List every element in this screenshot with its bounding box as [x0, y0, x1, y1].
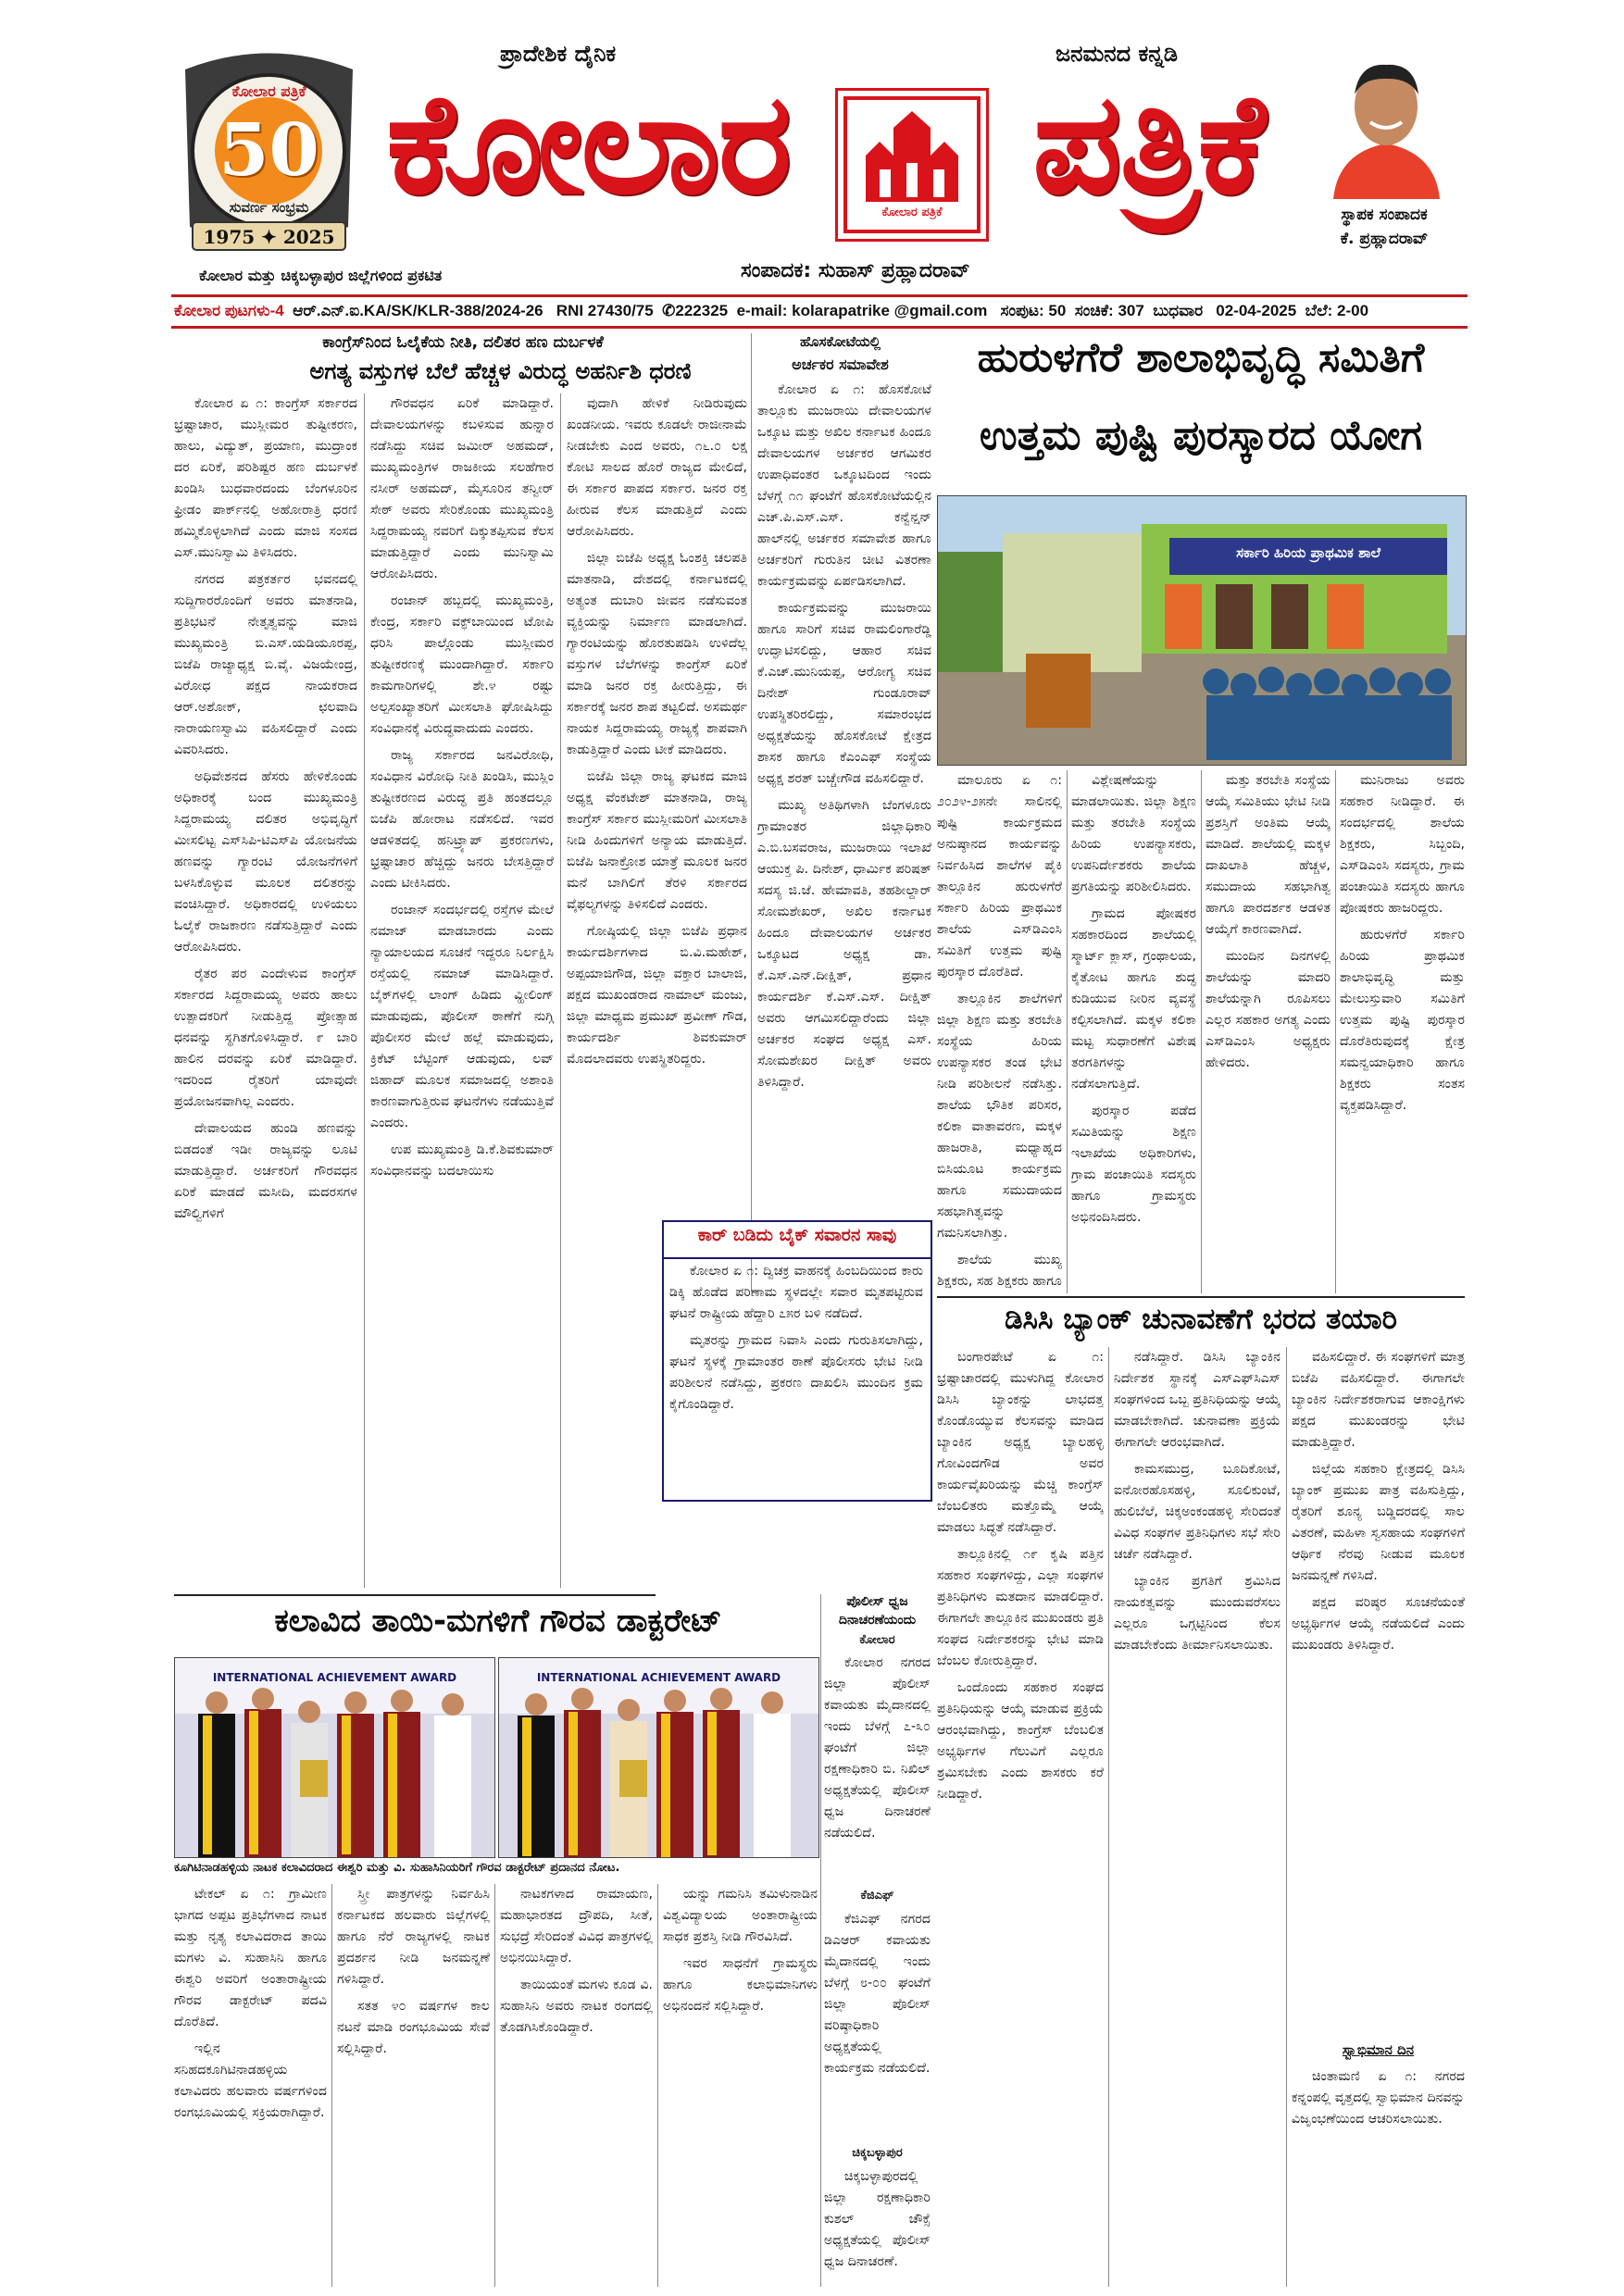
school-group-photo [937, 495, 1467, 766]
emblem-label: ಕೋಲಾರ ಪತ್ರಿಕೆ [881, 206, 943, 219]
school-story-col-1 [937, 770, 1062, 1293]
hosakote-kicker-top: ಹೊಸಕೋಟೆಯಲ್ಲಿ [799, 333, 881, 350]
paragraph: ವಿಶ್ಲೇಷಣೆಯನ್ನು ಮಾಡಲಾಯಿತು. ಜಿಲ್ಲಾ ಶಿಕ್ಷಣ ಮತ್ತು ತರಬೇತಿ ಸಂಸ್ಥೆಯ ಹಿರಿಯ ಉಪನ್ಯಾಸಕರು, ಉಪನಿರ್ದೇಶಕರು ಶಾಲೆಯ ಪ್ರಗತಿಯನ್ನು ಪರಿಶೀಲಿಸಿದರು. [1071, 773, 1196, 894]
badge-years: 1975 ✦ 2025 [203, 226, 335, 248]
weekday: ಬುಧವಾರ [1153, 302, 1204, 319]
police-sub-chikkaballapur: ಚಿಕ್ಕಬಳ್ಳಾಪುರ [852, 2146, 903, 2160]
founder-label: ಸ್ಥಾಪಕ ಸಂಪಾದಕ [1341, 206, 1428, 224]
paragraph: ಹುರುಳಗೆರೆ ಸರ್ಕಾರಿ ಹಿರಿಯ ಪ್ರಾಥಮಿಕ ಶಾಲಾಭಿವೃದ್ಧಿ ಮತ್ತು ಮೇಲುಸ್ತುವಾರಿ ಸಮಿತಿಗೆ ಉತ್ತಮ ಪುಷ್ಟಿ ಪುರಸ್ಕಾರ ದೊರೆತಿರುವುದಕ್ಕೆ ಕ್ಷೇತ್ರ ಸಮನ್ವಯಾಧಿಕಾರಿ ಹಾಗೂ ಶಿಕ್ಷಕರು ಸಂತಸ ವ್ಯಕ್ತಪಡಿಸಿದ್ದಾರೆ. [1340, 928, 1465, 1113]
paragraph: ಕೋಲಾರ ಏ ೧: ಕಾಂಗ್ರೆಸ್ ಸರ್ಕಾರದ ಭ್ರಷ್ಟಾಚಾರ, ಮುಸ್ಲೀಮರ ತುಷ್ಟೀಕರಣ, ಹಾಲು, ವಿದ್ಯುತ್, ಪ್ರಯಾಣ, ಮುದ್ರಾಂಕ ದರ ಏರಿಕೆ, ಪರಿಶಿಷ್ಟರ ಹಣ ದುರ್ಬಳಕೆ ಖಂಡಿಸಿ ಬುಧವಾರದಂದು ಬೆಂಗಳೂರಿನ ಫ್ರೀಡಂ ಪಾರ್ಕ್‌ನಲ್ಲಿ ಅಹೋರಾತ್ರಿ ಧರಣಿ ಹಮ್ಮಿಕೊಳ್ಳಲಾಗಿದೆ ಎಂದು ಮಾಜಿ ಸಂಸದ ಎಸ್.ಮುನಿಸ್ವಾಮಿ ತಿಳಿಸಿದರು. [174, 396, 357, 560]
school-headline-line-2: ಉತ್ತಮ ಪುಷ್ಟಿ ಪುರಸ್ಕಾರದ ಯೋಗ [979, 412, 1423, 459]
paragraph: ಇಲ್ಲಿನ ಸನಿಹದಕೂಗಿಟಿನಾಡಹಳ್ಳಿಯ ಕಲಾವಿದರು ಹಲವಾರು ವರ್ಷಗಳಿಂದ ರಂಗಭೂಮಿಯಲ್ಲಿ ಸಕ್ರಿಯರಾಗಿದ್ದಾರೆ. [174, 2041, 327, 2120]
paragraph: ಗೋಷ್ಠಿಯಲ್ಲಿ ಜಿಲ್ಲಾ ಬಿಜೆಪಿ ಪ್ರಧಾನ ಕಾರ್ಯದರ್ಶಿಗಳಾದ ಬಿ.ವಿ.ಮಹೇಶ್, ಅಪ್ಪಯಾಜಿಗೌಡ, ಜಿಲ್ಲಾ ವಕ್ತಾರ ಬಾಲಾಜಿ, ಪಕ್ಷದ ಮುಖಂಡರಾದ ನಾಮಾಲ್ ಮಂಜು, ಜಿಲ್ಲಾ ಮಾಧ್ಯಮ ಪ್ರಮುಖ್ ಪ್ರವೀಣ್ ಗೌಡ, ಕಾರ್ಯದರ್ಶಿ ಶಿವಕುಮಾರ್ ಮೊದಲಾದವರು ಉಪಸ್ಥಿತರಿದ್ದರು. [567, 924, 747, 1067]
registration-no: ಆರ್.ಎನ್.ಐ.KA/SK/KLR-388/2024-26 [293, 302, 543, 319]
edition-pages: ಕೋಲಾರ ಪುಟಗಳು-4 [174, 302, 284, 319]
paragraph: ಉಪ ಮುಖ್ಯಮಂತ್ರಿ ಡಿ.ಕೆ.ಶಿವಕುಮಾರ್ ಸಂವಿಧಾನವನ್ನು ಬದಲಾಯಿಸು [370, 1142, 554, 1179]
paragraph: ಮೃತರನ್ನು ಗ್ರಾಮದ ನಿವಾಸಿ ಎಂದು ಗುರುತಿಸಲಾಗಿದ್ದು, ಘಟನೆ ಸ್ಥಳಕ್ಕೆ ಗ್ರಾಮಾಂತರ ಠಾಣೆ ಪೊಲೀಸರು ಭೇಟಿ ನೀಡಿ ಪರಿಶೀಲನೆ ನಡೆಸಿದ್ದು, ಪ್ರಕರಣ ದಾಖಲಿಸಿ ಮುಂದಿನ ಕ್ರಮ ಕೈಗೊಂಡಿದ್ದಾರೆ. [669, 1333, 923, 1412]
congress-story-col-2 [370, 393, 554, 1588]
email: e-mail: kolarapatrike @gmail.com [736, 302, 988, 319]
congress-story-kicker: ಕಾಂಗ್ರೆಸ್‌ನಿಂದ ಓಲೈಕೆಯ ನೀತಿ, ದಲಿತರ ಹಣ ದುರ್ಬಳಕೆ [322, 333, 604, 352]
paragraph: ಸ್ತ್ರೀ ಪಾತ್ರಗಳನ್ನು ನಿರ್ವಹಿಸಿ ಕರ್ನಾಟಕದ ಹಲವಾರು ಜಿಲ್ಲೆಗಳಲ್ಲಿ ಹಾಗೂ ನೆರೆ ರಾಜ್ಯಗಳಲ್ಲಿ ನಾಟಕ ಪ್ರದರ್ಶನ ನೀಡಿ ಜನಮನ್ನಣೆ ಗಳಿಸಿದ್ದಾರೆ. [337, 1887, 490, 1987]
rni-no: RNI 27430/75 [556, 302, 654, 319]
column-divider [1201, 770, 1202, 1293]
price: ಬೆಲೆ: 2-00 [1305, 302, 1369, 319]
paragraph: ಟೇಕಲ್ ಏ ೧: ಗ್ರಾಮೀಣ ಭಾಗದ ಅಪ್ಪಟ ಪ್ರತಿಭೆಗಳಾದ ನಾಟಕ ಮತ್ತು ನೃತ್ಯ ಕಲಾವಿದರಾದ ತಾಯಿ ಮಗಳು ವಿ. ಸುಹಾಸಿನಿ ಹಾಗೂ ಈಶ್ವರಿ ಅವರಿಗೆ ಅಂತಾರಾಷ್ಟ್ರೀಯ ಗೌರವ ಡಾಕ್ಟರೇಟ್ ಪದವಿ ದೊರೆತಿದೆ. [174, 1887, 327, 2029]
award-photo-1 [174, 1657, 495, 1858]
founder-name: ಕೆ. ಪ್ರಹ್ಲಾದರಾವ್ [1340, 230, 1429, 248]
paragraph: ತಾಯಿಯಂತೆ ಮಗಳು ಕೂಡ ವಿ. ಸುಹಾಸಿನಿ ಅವರು ನಾಟಕ ರಂಗದಲ್ಲಿ ತೊಡಗಿಸಿಕೊಂಡಿದ್ದಾರೆ. [500, 1978, 653, 2035]
paragraph: ಬಿಜೆಪಿ ಜಿಲ್ಲಾ ರಾಜ್ಯ ಘಟಕದ ಮಾಜಿ ಅಧ್ಯಕ್ಷ ವೆಂಕಟೇಶ್ ಮಾತನಾಡಿ, ರಾಜ್ಯ ಕಾಂಗ್ರೆಸ್ ಸರ್ಕಾರ ಮುಸ್ಲೀಮರಿಗೆ ಮೀಸಲಾತಿ ನೀಡಿ ಹಿಂದುಗಳಿಗೆ ಅನ್ಯಾಯ ಮಾಡುತ್ತಿದೆ. ಬಿಜೆಪಿ ಜನಾಕ್ರೋಶ ಯಾತ್ರೆ ಮೂಲಕ ಜನರ ಮನೆ ಬಾಗಿಲಿಗೆ ತೆರಳಿ ಸರ್ಕಾರದ ವೈಫಲ್ಯಗಳನ್ನು ತಿಳಿಸಲಿದೆ ಎಂದರು. [567, 769, 747, 912]
accident-story-body [669, 1261, 923, 1494]
badge-top-text: ಕೋಲಾರ ಪತ್ರಿಕೆ [231, 82, 306, 100]
column-divider [1286, 1347, 1287, 2287]
masthead-emblem [835, 88, 989, 242]
paragraph: ಮುಖ್ಯ ಅತಿಥಿಗಳಾಗಿ ಬೆಂಗಳೂರು ಗ್ರಾಮಾಂತರ ಜಿಲ್ಲಾಧಿಕಾರಿ ಎ.ಬಿ.ಬಸವರಾಜ, ಮುಜರಾಯಿ ಇಲಾಖೆ ಆಯುಕ್ತ ಪಿ. ದಿನೇಶ್, ಧಾರ್ಮಿಕ ಪರಿಷತ್ ಸದಸ್ಯ ಜಿ.ಜೆ. ಹೇಮಾವತಿ, ತಹಶೀಲ್ದಾರ್ ಸೋಮಶೇಖರ್, ಅಖಿಲ ಕರ್ನಾಟಕ ಹಿಂದೂ ದೇವಾಲಯಗಳ ಅರ್ಚಕರ ಒಕ್ಕೂಟದ ಅಧ್ಯಕ್ಷ ಡಾ. ಕೆ.ಎಸ್.ಎನ್.ದೀಕ್ಷಿತ್, ಪ್ರಧಾನ ಕಾರ್ಯದರ್ಶಿ ಕೆ.ಎಸ್.ಎಸ್. ದೀಕ್ಷಿತ್ ಅವರು ಆಗಮಿಸಲಿದ್ದಾರೆಂದು ಜಿಲ್ಲಾ ಅರ್ಚಕರ ಸಂಘದ ಅಧ್ಯಕ್ಷ ಎಸ್. ಸೋಮಶೇಖರ ದೀಕ್ಷಿತ್ ಅವರು ತಿಳಿಸಿದ್ದಾರೆ. [757, 798, 931, 1090]
police-kicker: ದಿನಾಚರಣೆಯಂದು [838, 1613, 917, 1628]
paragraph: ಪಕ್ಷದ ವರಿಷ್ಠರ ಸೂಚನೆಯಂತೆ ಅಭ್ಯರ್ಥಿಗಳ ಆಯ್ಕೆ ನಡೆಯಲಿದೆ ಎಂದು ಮುಖಂಡರು ತಿಳಿಸಿದ್ದಾರೆ. [1292, 1595, 1465, 1653]
column-divider [1108, 1347, 1109, 2287]
phone-no: ✆222325 [662, 302, 729, 319]
award-ceremony-photo-icon [499, 1658, 818, 1857]
paragraph: ಚಿಂತಾಮಣಿ ಏ ೧: ನಗರದ ಕನ್ನಂಪಲ್ಲಿ ವೃತ್ತದಲ್ಲಿ ಸ್ವಾಭಿಮಾನ ದಿನವನ್ನು ವಿಜೃಂಭಣೆಯಿಂದ ಆಚರಿಸಲಾಯಿತು. [1292, 2069, 1465, 2127]
paragraph: ಮತ್ತು ತರಬೇತಿ ಸಂಸ್ಥೆಯ ಆಯ್ಕೆ ಸಮಿತಿಯು ಭೇಟಿ ನೀಡಿ ಪ್ರಶಸ್ತಿಗೆ ಅಂತಿಮ ಆಯ್ಕೆ ಮಾಡಿದೆ. ಶಾಲೆಯಲ್ಲಿ ಮಕ್ಕಳ ದಾಖಲಾತಿ ಹೆಚ್ಚಳ, ಸಮುದಾಯ ಸಹಭಾಗಿತ್ವ ಹಾಗೂ ಪಾರದರ್ಶಕ ಆಡಳಿತ ಆಯ್ಕೆಗೆ ಕಾರಣವಾಗಿದೆ. [1206, 773, 1330, 937]
paragraph: ಒಂದೊಂದು ಸಹಕಾರ ಸಂಘದ ಪ್ರತಿನಿಧಿಯನ್ನು ಆಯ್ಕೆ ಮಾಡುವ ಪ್ರಕ್ರಿಯೆ ಆರಂಭವಾಗಿದ್ದು, ಕಾಂಗ್ರೆಸ್ ಬೆಂಬಲಿತ ಅಭ್ಯರ್ಥಿಗಳ ಗೆಲುವಿಗೆ ಎಲ್ಲರೂ ಶ್ರಮಿಸಬೇಕು ಎಂದು ಶಾಸಕರು ಕರೆ ನೀಡಿದ್ದಾರೆ. [937, 1680, 1104, 1802]
dcc-story-col-3 [1292, 1347, 1465, 2032]
paragraph: ಕೆಜಿಎಫ್ ನಗರದ ಡಿಎಆರ್ ಕವಾಯತು ಮೈದಾನದಲ್ಲಿ ಇಂದು ಬೆಳಗ್ಗೆ ೮-೦೦ ಘಂಟೆಗೆ ಜಿಲ್ಲಾ ಪೊಲೀಸ್ ವರಿಷ್ಠಾಧಿಕಾರಿ ಅಧ್ಯಕ್ಷತೆಯಲ್ಲಿ ಕಾರ್ಯಕ್ರಮ ನಡೆಯಲಿದೆ. [824, 1912, 931, 2076]
award-photo-2 [498, 1657, 819, 1858]
issue-no: ಸಂಚಿಕೆ: 307 [1074, 302, 1144, 319]
paragraph: ಮುಂದಿನ ದಿನಗಳಲ್ಲಿ ಶಾಲೆಯನ್ನು ಮಾದರಿ ಶಾಲೆಯನ್ನಾಗಿ ರೂಪಿಸಲು ಎಲ್ಲರ ಸಹಕಾರ ಅಗತ್ಯ ಎಂದು ಎಸ್‌ಡಿಎಂಸಿ ಅಧ್ಯಕ್ಷರು ಹೇಳಿದರು. [1206, 949, 1330, 1070]
police-kicker-top: ಪೊಲೀಸ್ ಧ್ವಜ [846, 1594, 908, 1609]
award-story-col-3 [500, 1884, 653, 2287]
column-divider [1335, 770, 1336, 1293]
award-photo-caption: ಕೂಗಿಟಿನಾಡಹಳ್ಳಿಯ ನಾಟಕ ಕಲಾವಿದರಾದ ಈಶ್ವರಿ ಮತ್ತು ವಿ. ಸುಹಾಸಿನಿಯರಿಗೆ ಗೌರವ ಡಾಕ್ಟರೇಟ್ ಪ್ರದಾನದ ನೋಟ. [174, 1861, 620, 1875]
police-sub-kolar: ಕೋಲಾರ [859, 1633, 895, 1647]
school-banner-text: ಸರ್ಕಾರಿ ಹಿರಿಯ ಪ್ರಾಥಮಿಕ ಶಾಲೆ [1236, 544, 1380, 561]
swabhimana-body [1292, 2066, 1465, 2287]
paragraph: ಗ್ರಾಮದ ಪೋಷಕರ ಸಹಕಾರದಿಂದ ಶಾಲೆಯಲ್ಲಿ ಸ್ಮಾರ್ಟ್ ಕ್ಲಾಸ್, ಗ್ರಂಥಾಲಯ, ಕೈತೋಟ ಹಾಗೂ ಶುದ್ಧ ಕುಡಿಯುವ ನೀರಿನ ವ್ಯವಸ್ಥೆ ಕಲ್ಪಿಸಲಾಗಿದೆ. ಮಕ್ಕಳ ಕಲಿಕಾ ಮಟ್ಟ ಸುಧಾರಣೆಗೆ ವಿಶೇಷ ತರಗತಿಗಳನ್ನು ನಡೆಸಲಾಗುತ್ತಿದೆ. [1071, 906, 1196, 1092]
badge-bottom-text: ಸುವರ್ಣ ಸಂಭ್ರಮ [229, 199, 309, 216]
award-banner-text-2: INTERNATIONAL ACHIEVEMENT AWARD [536, 1671, 781, 1684]
paragraph: ಕೋಲಾರ ನಗರದ ಜಿಲ್ಲಾ ಪೊಲೀಸ್ ಕವಾಯತು ಮೈದಾನದಲ್ಲಿ ಇಂದು ಬೆಳಗ್ಗೆ ೭-೩೦ ಘಂಟೆಗೆ ಜಿಲ್ಲಾ ರಕ್ಷಣಾಧಿಕಾರಿ ಬಿ. ನಿಖಿಲ್ ಅಧ್ಯಕ್ಷತೆಯಲ್ಲಿ ಪೊಲೀಸ್ ಧ್ವಜ ದಿನಾಚರಣೆ ನಡೆಯಲಿದೆ. [824, 1655, 931, 1841]
dcc-story-col-1 [937, 1347, 1104, 2287]
school-story-col-4 [1340, 770, 1465, 1293]
accident-story-box [662, 1220, 932, 1502]
award-story-col-4 [663, 1884, 818, 2287]
issue-infobar [174, 302, 1466, 324]
paragraph: ಶಾಲೆಯ ಮುಖ್ಯ ಶಿಕ್ಷಕರು, ಸಹ ಶಿಕ್ಷಕರು ಹಾಗೂ [937, 1253, 1062, 1289]
volume: ಸಂಪುಟ: 50 [1000, 302, 1067, 319]
section-rule [174, 1594, 656, 1596]
paragraph: ಇವರ ಸಾಧನೆಗೆ ಗ್ರಾಮಸ್ಥರು ಹಾಗೂ ಕಲಾಭಿಮಾನಿಗಳು ಅಭಿನಂದನೆ ಸಲ್ಲಿಸಿದ್ದಾರೆ. [663, 1956, 818, 2014]
infobar-top-rule [171, 294, 1468, 297]
paragraph: ನಗರದ ಪತ್ರಕರ್ತರ ಭವನದಲ್ಲಿ ಸುದ್ದಿಗಾರರೊಂದಿಗೆ ಅವರು ಮಾತನಾಡಿ, ಪ್ರತಿಭಟನೆ ನೇತೃತ್ವವನ್ನು ಮಾಜಿ ಮುಖ್ಯಮಂತ್ರಿ ಬಿ.ಎಸ್.ಯಡಿಯೂರಪ್ಪ, ಬಿಜೆಪಿ ರಾಜ್ಯಾಧ್ಯಕ್ಷ ಬಿ.ವೈ. ವಿಜಯೇಂದ್ರ, ವಿರೋಧ ಪಕ್ಷದ ನಾಯಕರಾದ ಆರ್.ಅಶೋಕ್, ಛಲವಾದಿ ನಾರಾಯಣಸ್ವಾಮಿ ವಹಿಸಲಿದ್ದಾರೆ ಎಂದು ವಿವರಿಸಿದರು. [174, 572, 357, 757]
editor-line: ಸಂಪಾದಕ: ಸುಹಾಸ್ ಪ್ರಹ್ಲಾದರಾವ್ [741, 259, 970, 282]
founder-portrait [1324, 46, 1449, 199]
infobar-bottom-rule [171, 326, 1468, 329]
congress-story-headline: ಅಗತ್ಯ ವಸ್ತುಗಳ ಬೆಲೆ ಹೆಚ್ಚಳ ವಿರುದ್ಧ ಅಹರ್ನಿಶಿ ಧರಣಿ [309, 358, 692, 384]
column-divider [657, 1884, 658, 2287]
golden-jubilee-badge [174, 42, 364, 255]
award-banner-text-1: INTERNATIONAL ACHIEVEMENT AWARD [212, 1671, 457, 1684]
column-divider [331, 1884, 332, 2287]
section-rule [937, 1296, 1465, 1298]
award-story-col-2 [337, 1884, 490, 2287]
paragraph: ವುದಾಗಿ ಹೇಳಿಕೆ ನೀಡಿರುವುದು ಖಂಡನೀಯ. ಇವರು ಕೂಡಲೇ ರಾಜೀನಾಮೆ ನೀಡಬೇಕು ಎಂದ ಅವರು, ೧೬.೦ ಲಕ್ಷ ಕೋಟಿ ಸಾಲದ ಹೊರೆ ರಾಜ್ಯದ ಮೇಲಿದೆ, ಈ ಸರ್ಕಾರ ಪಾಪದ ಸರ್ಕಾರ. ಜನರ ರಕ್ತ ಹೀರುವ ಕೆಲಸ ಮಾಡುತ್ತಿದೆ ಎಂದು ಆರೋಪಿಸಿದರು. [567, 396, 747, 539]
paragraph: ಜಿಲ್ಲೆಯ ಸಹಕಾರಿ ಕ್ಷೇತ್ರದಲ್ಲಿ ಡಿಸಿಸಿ ಬ್ಯಾಂಕ್ ಪ್ರಮುಖ ಪಾತ್ರ ವಹಿಸುತ್ತಿದ್ದು, ರೈತರಿಗೆ ಶೂನ್ಯ ಬಡ್ಡಿದರದಲ್ಲಿ ಸಾಲ ವಿತರಣೆ, ಮಹಿಳಾ ಸ್ವಸಹಾಯ ಸಂಘಗಳಿಗೆ ಆರ್ಥಿಕ ನೆರವು ನೀಡುವ ಮೂಲಕ ಜನಮನ್ನಣೆ ಗಳಿಸಿದೆ. [1292, 1462, 1465, 1583]
column-divider [1067, 770, 1068, 1293]
paragraph: ದೇವಾಲಯದ ಹುಂಡಿ ಹಣವನ್ನು ಬಿಡದಂತೆ ಇಡೀ ರಾಜ್ಯವನ್ನು ಲೂಟಿ ಮಾಡುತ್ತಿದ್ದಾರೆ. ಅರ್ಚಕರಿಗೆ ಗೌರವಧನ ಏರಿಕೆ ಮಾಡದೆ ಮಸೀದಿ, ಮದರಸಗಳ ಮೌಲ್ವಿಗಳಿಗೆ [174, 1121, 357, 1221]
badge-number: 50 [219, 108, 319, 193]
swabhimana-kicker: ಸ್ವಾಭಿಮಾನ ದಿನ [1342, 2041, 1415, 2058]
paragraph: ತಾಲ್ಲೂಕಿನಲ್ಲಿ ೧೯ ಕೃಷಿ ಪತ್ತಿನ ಸಹಕಾರ ಸಂಘಗಳಿದ್ದು, ಎಲ್ಲಾ ಸಂಘಗಳ ಪ್ರತಿನಿಧಿಗಳು ಮತದಾನ ಮಾಡಲಿದ್ದಾರೆ. ಈಗಾಗಲೇ ತಾಲ್ಲೂಕಿನ ಮುಖಂಡರು ಪ್ರತಿ ಸಂಘದ ನಿರ್ದೇಶಕರನ್ನು ಭೇಟಿ ಮಾಡಿ ಬೆಂಬಲ ಕೋರುತ್ತಿದ್ದಾರೆ. [937, 1547, 1104, 1668]
paragraph: ಕಾಮಸಮುದ್ರ, ಬೂದಿಕೋಟೆ, ಐನೋರಹೊಸಹಳ್ಳಿ, ಸೂಲಿಕುಂಟೆ, ಹುಲಿಬೆಲೆ, ಚಿಕ್ಕಅಂಕಂಡಹಳ್ಳಿ ಸೇರಿದಂತೆ ವಿವಿಧ ಸಂಘಗಳ ಪ್ರತಿನಿಧಿಗಳು ಸಭೆ ಸೇರಿ ಚರ್ಚೆ ನಡೆಸಿದ್ದಾರೆ. [1114, 1462, 1280, 1562]
paragraph: ಯನ್ನು ಗಮನಿಸಿ ತಮಿಳುನಾಡಿನ ವಿಶ್ವವಿದ್ಯಾಲಯ ಅಂತಾರಾಷ್ಟ್ರೀಯ ಸಾಧಕ ಪ್ರಶಸ್ತಿ ನೀಡಿ ಗೌರವಿಸಿದೆ. [663, 1887, 818, 1944]
school-headline-line-1: ಹುರುಳಗೆರೆ ಶಾಲಾಭಿವೃದ್ಧಿ ಸಮಿತಿಗೆ [977, 334, 1425, 381]
paragraph: ಜಿಲ್ಲಾ ಬಿಜೆಪಿ ಅಧ್ಯಕ್ಷ ಓಂಶಕ್ತಿ ಚಲಪತಿ ಮಾತನಾಡಿ, ದೇಶದಲ್ಲಿ ಕರ್ನಾಟಕದಲ್ಲಿ ಅತ್ಯಂತ ದುಬಾರಿ ಜೀವನ ನಡೆಸುವಂತ ವ್ಯಕ್ತಿಯನ್ನು ನಿರ್ಮಾಣ ಮಾಡಲಾಗಿದೆ. ಗ್ಯಾರಂಟಿಯನ್ನು ಹೊರತುಪಡಿಸಿ ಉಳಿದೆಲ್ಲ ವಸ್ತುಗಳ ಬೆಲೆಗಳನ್ನು ಕಾಂಗ್ರೆಸ್ ಏರಿಕೆ ಮಾಡಿ ಜನರ ರಕ್ತ ಹೀರುತ್ತಿದ್ದು, ಈ ಸರ್ಕಾರಕ್ಕೆ ಜನರ ಶಾಪ ತಟ್ಟಲಿದೆ. ಅಸಮರ್ಥ ನಾಯಕ ಸಿದ್ದರಾಮಯ್ಯ ರಾಜ್ಯಕ್ಕೆ ಶಾಪವಾಗಿ ಕಾಡುತ್ತಿದ್ದಾರೆ ಎಂದು ಟೀಕೆ ಮಾಡಿದರು. [567, 551, 747, 757]
paragraph: ಬ್ಯಾಂಕಿನ ಪ್ರಗತಿಗೆ ಶ್ರಮಿಸಿದ ನಾಯಕತ್ವವನ್ನು ಮುಂದುವರೆಸಲು ಎಲ್ಲರೂ ಒಗ್ಗಟ್ಟಿನಿಂದ ಕೆಲಸ ಮಾಡಬೇಕೆಂದು ತೀರ್ಮಾನಿಸಲಾಯಿತು. [1114, 1574, 1280, 1653]
paragraph: ತಾಲ್ಲೂಕಿನ ಶಾಲೆಗಳಿಗೆ ಜಿಲ್ಲಾ ಶಿಕ್ಷಣ ಮತ್ತು ತರಬೇತಿ ಸಂಸ್ಥೆಯ ಹಿರಿಯ ಉಪನ್ಯಾಸಕರ ತಂಡ ಭೇಟಿ ನೀಡಿ ಪರಿಶೀಲನೆ ನಡೆಸಿತ್ತು. ಶಾಲೆಯ ಭೌತಿಕ ಪರಿಸರ, ಕಲಿಕಾ ವಾತಾವರಣ, ಮಕ್ಕಳ ಹಾಜರಾತಿ, ಮಧ್ಯಾಹ್ನದ ಬಿಸಿಯೂಟ ಕಾರ್ಯಕ್ರಮ ಹಾಗೂ ಸಮುದಾಯದ ಸಹಭಾಗಿತ್ವವನ್ನು ಗಮನಿಸಲಾಗಿತ್ತು. [937, 992, 1062, 1241]
police-sub-kgf: ಕೆಜಿಎಫ್ [860, 1889, 894, 1903]
paragraph: ರೈತರ ಪರ ಎಂದೇಳುವ ಕಾಂಗ್ರೆಸ್ ಸರ್ಕಾರದ ಸಿದ್ದರಾಮಯ್ಯ ಅವರು ಹಾಲು ಉತ್ಪಾದಕರಿಗೆ ನೀಡುತ್ತಿದ್ದ ಪ್ರೋತ್ಸಾಹ ಧನವನ್ನು ಸ್ಥಗಿತಗೊಳಿಸಿದ್ದಾರೆ. ೯ ಬಾರಿ ಹಾಲಿನ ದರವನ್ನು ಏರಿಕೆ ಮಾಡಿದ್ದಾರೆ. ಇದರಿಂದ ರೈತರಿಗೆ ಯಾವುದೇ ಪ್ರಯೋಜನವಾಗಿಲ್ಲ ಎಂದರು. [174, 967, 357, 1109]
school-story-col-3 [1206, 770, 1330, 1293]
award-ceremony-photo-icon [175, 1658, 494, 1857]
title-patrike: ಪತ್ರಿಕೆ [1032, 62, 1264, 225]
school-story-col-2 [1071, 770, 1196, 1293]
hosakote-story-body [757, 380, 931, 1259]
issue-date: 02-04-2025 [1216, 302, 1297, 319]
paragraph: ಪುರಸ್ಕಾರ ಪಡೆದ ಸಮಿತಿಯನ್ನು ಶಿಕ್ಷಣ ಇಲಾಖೆಯ ಅಧಿಕಾರಿಗಳು, ಗ್ರಾಮ ಪಂಚಾಯಿತಿ ಸದಸ್ಯರು ಹಾಗೂ ಗ್ರಾಮಸ್ಥರು ಅಭಿನಂದಿಸಿದರು. [1071, 1104, 1196, 1225]
masthead [0, 0, 1624, 306]
paragraph: ಕೋಲಾರ ಏ ೧: ದ್ವಿಚಕ್ರ ವಾಹನಕ್ಕೆ ಹಿಂಬದಿಯಿಂದ ಕಾರು ಡಿಕ್ಕಿ ಹೊಡೆದ ಪರಿಣಾಮ ಸ್ಥಳದಲ್ಲೇ ಸವಾರ ಮೃತಪಟ್ಟಿರುವ ಘಟನೆ ರಾಷ್ಟ್ರೀಯ ಹೆದ್ದಾರಿ ೭೫ರ ಬಳಿ ನಡೆದಿದೆ. [669, 1264, 923, 1321]
police-body-kolar [824, 1653, 931, 1884]
paragraph: ಕೋಲಾರ ಏ ೧: ಹೊಸಕೋಟೆ ತಾಲ್ಲೂಕು ಮುಜರಾಯಿ ದೇವಾಲಯಗಳ ಒಕ್ಕೂಟ ಮತ್ತು ಅಖಿಲ ಕರ್ನಾಟಕ ಹಿಂದೂ ದೇವಾಲಯಗಳ ಅರ್ಚಕರ ಆಗಮಿಕರ ಉಪಾಧಿವಂತರ ಒಕ್ಕೂಟದಿಂದ ಇಂದು ಬೆಳಗ್ಗೆ ೧೧ ಘಂಟೆಗೆ ಹೊಸಕೋಟೆಯಲ್ಲಿನ ಎಚ್.ಪಿ.ಎಸ್.ಎಸ್. ಕನ್ವೆನ್ಷನ್ ಹಾಲ್‌ನಲ್ಲಿ ಅರ್ಚಕರ ಸಮಾವೇಶ ಹಾಗೂ ಅರ್ಚಕರಿಗೆ ಗುರುತಿನ ಚೀಟಿ ವಿತರಣಾ ಕಾರ್ಯಕ್ರಮವನ್ನು ಏರ್ಪಡಿಸಲಾಗಿದೆ. [757, 382, 931, 589]
column-divider [751, 333, 752, 1292]
slogan-tag: ಜನಮನದ ಕನ್ನಡಿ [1056, 41, 1179, 67]
column-divider [364, 393, 365, 1588]
column-divider [494, 1884, 495, 2287]
congress-story-col-1 [174, 393, 357, 1588]
paragraph: ವಹಿಸಲಿದ್ದಾರೆ. ಈ ಸಂಘಗಳಿಗೆ ಮಾತ್ರ ಬಿಜೆಪಿ ವಹಿಸಲಿದ್ದಾರೆ. ಈಗಾಗಲೇ ಬ್ಯಾಂಕಿನ ನಿರ್ದೇಶಕರಾಗುವ ಆಕಾಂಕ್ಷಿಗಳು ಪಕ್ಷದ ಮುಖಂಡರನ್ನು ಭೇಟಿ ಮಾಡುತ್ತಿದ್ದಾರೆ. [1292, 1350, 1465, 1450]
title-kolara: ಕೋಲಾರ [386, 62, 790, 225]
paragraph: ಮುನಿರಾಜು ಅವರು ಸಹಕಾರ ನೀಡಿದ್ದಾರೆ. ಈ ಸಂದರ್ಭದಲ್ಲಿ ಶಾಲೆಯ ಶಿಕ್ಷಕರು, ಸಿಬ್ಬಂದಿ, ಎಸ್‌ಡಿಎಂಸಿ ಸದಸ್ಯರು, ಗ್ರಾಮ ಪಂಚಾಯಿತಿ ಸದಸ್ಯರು ಹಾಗೂ ಪೋಷಕರು ಹಾಜರಿದ್ದರು. [1340, 773, 1465, 916]
paragraph: ರಂಜಾನ್ ಸಂದರ್ಭದಲ್ಲಿ ರಸ್ತೆಗಳ ಮೇಲೆ ನಮಾಜ್ ಮಾಡಬಾರದು ಎಂದು ನ್ಯಾಯಾಲಯದ ಸೂಚನೆ ಇದ್ದರೂ ನಿರ್ಲಕ್ಷಿಸಿ ರಸ್ತೆಯಲ್ಲಿ ನಮಾಜ್ ಮಾಡಿಸಿದ್ದಾರೆ. ಬೈಕ್‌ಗಳಲ್ಲಿ ಲಾಂಗ್ ಹಿಡಿದು ವ್ಹೀಲಿಂಗ್ ಮಾಡುವುದು, ಪೊಲೀಸ್ ಠಾಣೆಗೆ ನುಗ್ಗಿ ಪೊಲೀಸರ ಮೇಲೆ ಹಲ್ಲೆ ಮಾಡುವುದು, ಕ್ರಿಕೆಟ್ ಬೆಟ್ಟಿಂಗ್ ಆಡುವುದು, ಲವ್ ಜಿಹಾದ್ ಮೂಲಕ ಸಮಾಜದಲ್ಲಿ ಅಶಾಂತಿ ಕಾರಣವಾಗುತ್ತಿರುವ ಘಟನೆಗಳು ನಡೆಯುತ್ತಿವೆ ಎಂದರು. [370, 903, 554, 1130]
dcc-story-col-2 [1114, 1347, 1280, 2287]
paragraph: ನಡೆಸಿದ್ದಾರೆ. ಡಿಸಿಸಿ ಬ್ಯಾಂಕಿನ ನಿರ್ದೇಶಕ ಸ್ಥಾನಕ್ಕೆ ಎಸ್‌ಎಫ್‌ಸಿಎಸ್ ಸಂಘಗಳಿಂದ ಒಬ್ಬ ಪ್ರತಿನಿಧಿಯನ್ನು ಆಯ್ಕೆ ಮಾಡಬೇಕಾಗಿದೆ. ಚುನಾವಣಾ ಪ್ರಕ್ರಿಯೆ ಈಗಾಗಲೇ ಆರಂಭವಾಗಿದೆ. [1114, 1350, 1280, 1450]
accident-headline: ಕಾರ್ ಬಡಿದು ಬೈಕ್ ಸವಾರನ ಸಾವು [664, 1222, 931, 1259]
award-headline: ಕಲಾವಿದ ತಾಯಿ-ಮಗಳಿಗೆ ಗೌರವ ಡಾಕ್ಟರೇಟ್ [274, 1603, 722, 1640]
paragraph: ಅಧಿವೇಶನದ ಹೆಸರು ಹೇಳಿಕೊಂಡು ಅಧಿಕಾರಕ್ಕೆ ಬಂದ ಮುಖ್ಯಮಂತ್ರಿ ಸಿದ್ದರಾಮಯ್ಯ ದಲಿತರ ಅಭಿವೃದ್ಧಿಗೆ ಮೀಸಲಿಟ್ಟ ಎಸ್‌ಸಿಪಿ-ಟಿಎಸ್‌ಪಿ ಯೋಜನೆಯ ಹಣವನ್ನು ಗ್ಯಾರಂಟಿ ಯೋಜನೆಗಳಿಗೆ ಬಳಸಿಕೊಳ್ಳುವ ಮೂಲಕ ದಲಿತರನ್ನು ವಂಚಿಸಿದ್ದಾರೆ. ಅಧಿಕಾರದಲ್ಲಿ ಉಳಿಯಲು ಓಲೈಕೆ ರಾಜಕಾರಣ ನಡೆಸುತ್ತಿದ್ದಾರೆ ಎಂದು ಆರೋಪಿಸಿದರು. [174, 769, 357, 955]
column-divider [820, 1594, 821, 2287]
founder-photo-icon [1324, 46, 1449, 199]
paragraph: ಗೌರವಧನ ಏರಿಕೆ ಮಾಡಿದ್ದಾರೆ. ದೇವಾಲಯಗಳನ್ನು ಕಬಳಿಸುವ ಹುನ್ನಾರ ನಡೆಸಿದ್ದು ಸಚಿವ ಜಮೀರ್ ಅಹಮದ್, ಮುಖ್ಯಮಂತ್ರಿಗಳ ರಾಜಕೀಯ ಸಲಹೆಗಾರ ನಸೀರ್ ಅಹಮದ್, ಮೈಸೂರಿನ ತನ್ವೀರ್ ಸೇಠ್ ಅವರು ಸೇರಿಕೊಂಡು ಮುಖ್ಯಮಂತ್ರಿ ಸಿದ್ದರಾಮಯ್ಯ ನವರಿಗೆ ದಿಕ್ಕುತಪ್ಪಿಸುವ ಕೆಲಸ ಮಾಡುತ್ತಿದ್ದಾರೆ ಎಂದು ಮುನಿಸ್ವಾಮಿ ಆರೋಪಿಸಿದರು. [370, 396, 554, 581]
school-building-photo-icon [938, 496, 1466, 765]
paragraph: ಬಂಗಾರಪೇಟೆ ಏ ೧: ಭ್ರಷ್ಟಾಚಾರದಲ್ಲಿ ಮುಳುಗಿದ್ದ ಕೋಲಾರ ಡಿಸಿಸಿ ಬ್ಯಾಂಕನ್ನು ಲಾಭದತ್ತ ಕೊಂಡೊಯ್ಯುವ ಕೆಲಸವನ್ನು ಮಾಡಿದ ಬ್ಯಾಂಕಿನ ಅಧ್ಯಕ್ಷ ಬ್ಯಾಲಹಳ್ಳಿ ಗೋವಿಂದಗೌಡ ಅವರ ಕಾರ್ಯವೈಖರಿಯನ್ನು ಮೆಚ್ಚಿ ಕಾಂಗ್ರೆಸ್ ಬೆಂಬಲಿತರು ಮತ್ತೊಮ್ಮೆ ಆಯ್ಕೆ ಮಾಡಲು ಸಿದ್ಧತೆ ನಡೆಸಿದ್ದಾರೆ. [937, 1350, 1104, 1535]
paragraph: ಮಾಲೂರು ಏ ೧: ೨೦೨೪-೨೫ನೇ ಸಾಲಿನಲ್ಲಿ ಪುಷ್ಟಿ ಕಾರ್ಯಕ್ರಮದ ಅನುಷ್ಠಾನದ ಕಾರ್ಯವನ್ನು ನಿರ್ವಹಿಸಿದ ಶಾಲೆಗಳ ಪೈಕಿ ತಾಲ್ಲೂಕಿನ ಹುರುಳಗೆರೆ ಸರ್ಕಾರಿ ಹಿರಿಯ ಪ್ರಾಥಮಿಕ ಶಾಲೆಯ ಎಸ್‌ಡಿಎಂಸಿ ಸಮಿತಿಗೆ ಉತ್ತಮ ಪುಷ್ಟಿ ಪುರಸ್ಕಾರ ದೊರೆತಿದೆ. [937, 773, 1062, 980]
paragraph: ಚಿಕ್ಕಬಳ್ಳಾಪುರದಲ್ಲಿ ಜಿಲ್ಲಾ ರಕ್ಷಣಾಧಿಕಾರಿ ಕುಶಲ್ ಚೌಕ್ಸೆ ಅಧ್ಯಕ್ಷತೆಯಲ್ಲಿ ಪೊಲೀಸ್ ಧ್ವಜ ದಿನಾಚರಣೆ. [824, 2169, 931, 2269]
paragraph: ರಾಜ್ಯ ಸರ್ಕಾರದ ಜನವಿರೋಧಿ, ಸಂವಿಧಾನ ವಿರೋಧಿ ನೀತಿ ಖಂಡಿಸಿ, ಮುಸ್ಲಿಂ ತುಷ್ಟೀಕರಣದ ವಿರುದ್ಧ ಪ್ರತಿ ಹಂತದಲ್ಲೂ ಬಿಜೆಪಿ ಹೋರಾಟ ನಡೆಸಲಿದೆ. ಇವರ ಆಡಳಿತದಲ್ಲಿ ಹನಿಟ್ರ್ಯಾಪ್ ಪ್ರಕರಣಗಳು, ಭ್ರಷ್ಟಾಚಾರ ಹೆಚ್ಚಿದ್ದು ಜನರು ಬೇಸತ್ತಿದ್ದಾರೆ ಎಂದು ಟೀಕಿಸಿದರು. [370, 748, 554, 891]
dcc-headline: ಡಿಸಿಸಿ ಬ್ಯಾಂಕ್ ಚುನಾವಣೆಗೆ ಭರದ ತಯಾರಿ [1005, 1303, 1397, 1336]
regional-daily-tag: ಪ್ರಾದೇಶಿಕ ದೈನಿಕ [500, 41, 617, 67]
paragraph: ರಂಜಾನ್ ಹಬ್ಬದಲ್ಲಿ ಮುಖ್ಯಮಂತ್ರಿ, ಕೇಂದ್ರ, ಸರ್ಕಾರಿ ವಕ್ಫ್‌ಬಾಯಿಂದ ಟೋಪಿ ಧರಿಸಿ ಪಾಲ್ಗೊಂಡು ಮುಸ್ಲೀಮರ ತುಷ್ಟೀಕರಣಕ್ಕೆ ಮುಂದಾಗಿದ್ದಾರೆ. ಸರ್ಕಾರಿ ಕಾಮಗಾರಿಗಳಲ್ಲಿ ಶೇ.೪ ರಷ್ಟು ಅಲ್ಪಸಂಖ್ಯಾತರಿಗೆ ಮೀಸಲಾತಿ ಘೋಷಿಸಿದ್ದು ಸಂವಿಧಾನಕ್ಕೆ ವಿರುದ್ಧವಾದುದು ಎಂದರು. [370, 593, 554, 736]
publication-subtitle: ಕೋಲಾರ ಮತ್ತು ಚಿಕ್ಕಬಳ್ಳಾಪುರ ಜಿಲ್ಲೆಗಳಿಂದ ಪ್ರಕಟಿತ [199, 267, 443, 284]
award-story-col-1 [174, 1884, 327, 2287]
paragraph: ನಾಟಕಗಳಾದ ರಾಮಾಯಣ, ಮಹಾಭಾರತದ ದ್ರೌಪದಿ, ಸೀತೆ, ಸುಭದ್ರೆ ಸೇರಿದಂತೆ ವಿವಿಧ ಪಾತ್ರಗಳಲ್ಲಿ ಅಭಿನಯಿಸಿದ್ದಾರೆ. [500, 1887, 653, 1965]
police-body-kgf [824, 1909, 931, 2140]
police-body-chikkaballapur [824, 2166, 931, 2287]
hosakote-kicker: ಅರ್ಚಕರ ಸಮಾವೇಶ [792, 356, 889, 373]
paragraph: ಸತತ ೪೦ ವರ್ಷಗಳ ಕಾಲ ನಟನೆ ಮಾಡಿ ರಂಗಭೂಮಿಯ ಸೇವೆ ಸಲ್ಲಿಸಿದ್ದಾರೆ. [337, 1999, 490, 2056]
column-divider [560, 393, 561, 1588]
paragraph: ಕಾರ್ಯಕ್ರಮವನ್ನು ಮುಜರಾಯಿ ಹಾಗೂ ಸಾರಿಗೆ ಸಚಿವ ರಾಮಲಿಂಗಾರೆಡ್ಡಿ ಉದ್ಘಾಟಿಸಲಿದ್ದು, ಆಹಾರ ಸಚಿವ ಕೆ.ಎಚ್.ಮುನಿಯಪ್ಪ, ಆರೋಗ್ಯ ಸಚಿವ ದಿನೇಶ್ ಗುಂಡೂರಾವ್ ಉಪಸ್ಥಿತರಿರಲಿದ್ದು, ಸಮಾರಂಭದ ಅಧ್ಯಕ್ಷತೆಯನ್ನು ಹೊಸಕೋಟೆ ಕ್ಷೇತ್ರದ ಶಾಸಕ ಹಾಗೂ ಕೆಎಂಎಫ್ ಸಂಸ್ಥೆಯ ಅಧ್ಯಕ್ಷ ಶರತ್ ಬಚ್ಚೇಗೌಡ ವಹಿಸಲಿದ್ದಾರೆ. [757, 601, 931, 786]
